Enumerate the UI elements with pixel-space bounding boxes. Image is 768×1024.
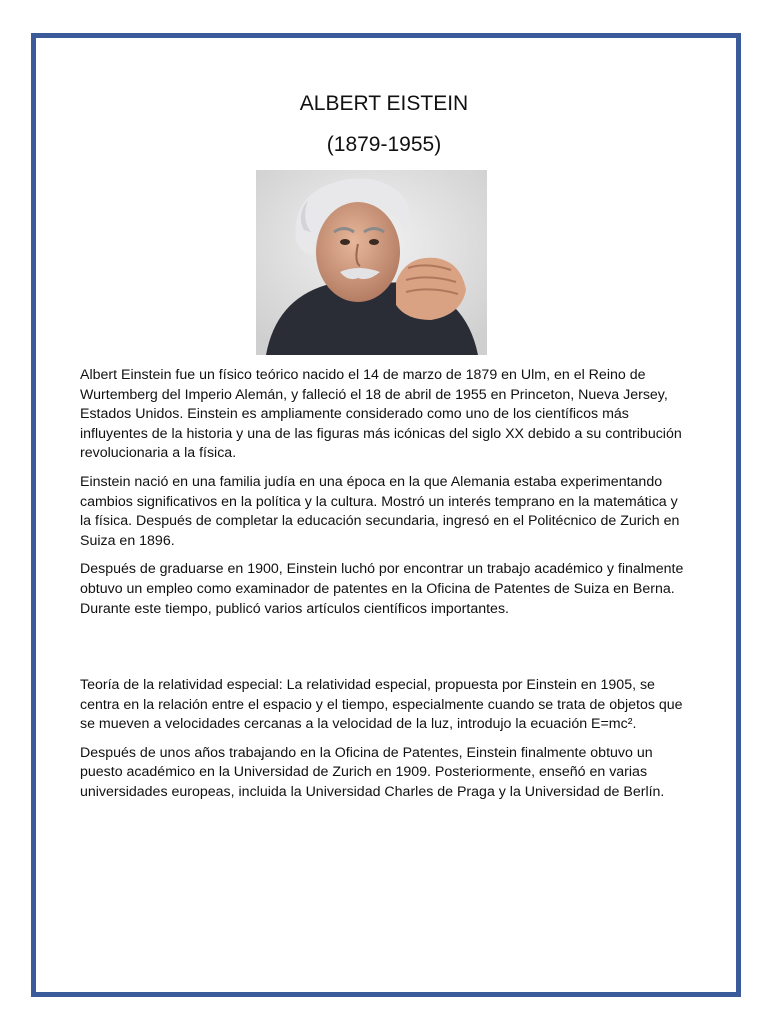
- portrait-illustration: [256, 170, 487, 355]
- document-title: ALBERT EISTEIN: [299, 92, 469, 115]
- paragraph-career: Después de graduarse en 1900, Einstein luchó por encontrar un trabajo académico y finalmente obtuvo un empleo como examinador de patentes en la Oficina de Patentes de Suiza en Berna. Durante este tiempo, publicó varios artículos científicos importantes.: [80, 561, 684, 617]
- paragraph-biography: Albert Einstein fue un físico teórico nacido el 14 de marzo de 1879 en Ulm, en el Reino de Wurtemberg del Imperio Alemán, y falleció el 18 de abril de 1955 en Princeton, Nueva Jersey, Estados Unidos. Einstein es ampliamente considerado como uno de los científicos más influyentes de la historia y una de las figuras más icónicas del siglo XX debido a su contribución revolucionaria a la física.: [80, 367, 682, 462]
- portrait-photo: [256, 170, 487, 355]
- document-years: (1879-1955): [326, 133, 442, 156]
- article-body-part-1: [80, 366, 690, 628]
- paragraph-academic: Después de unos años trabajando en la Oficina de Patentes, Einstein finalmente obtuvo un puesto académico en la Universidad de Zurich en 1909. Posteriormente, enseñó en varias universidades europeas, incluida la Universidad Charles de Praga y la Universidad de Berlín.: [80, 744, 665, 800]
- article-body-part-2: [80, 676, 690, 812]
- paragraph-early-life: Einstein nació en una familia judía en una época en la que Alemania estaba experimentando cambios significativos en la política y la cultura. Mostró un interés temprano en la matemática y la física. Después de completar la educación secundaria, ingresó en el Politécnico de Zurich en Suiza en 1896.: [80, 473, 680, 549]
- paragraph-relativity: Teoría de la relatividad especial: La relatividad especial, propuesta por Einstein en 1905, se centra en la relación entre el espacio y el tiempo, especialmente cuando se trata de objetos que se mueven a velocidades cercanas a la velocidad de la luz, introdujo la ecuación E=mc².: [80, 677, 683, 733]
